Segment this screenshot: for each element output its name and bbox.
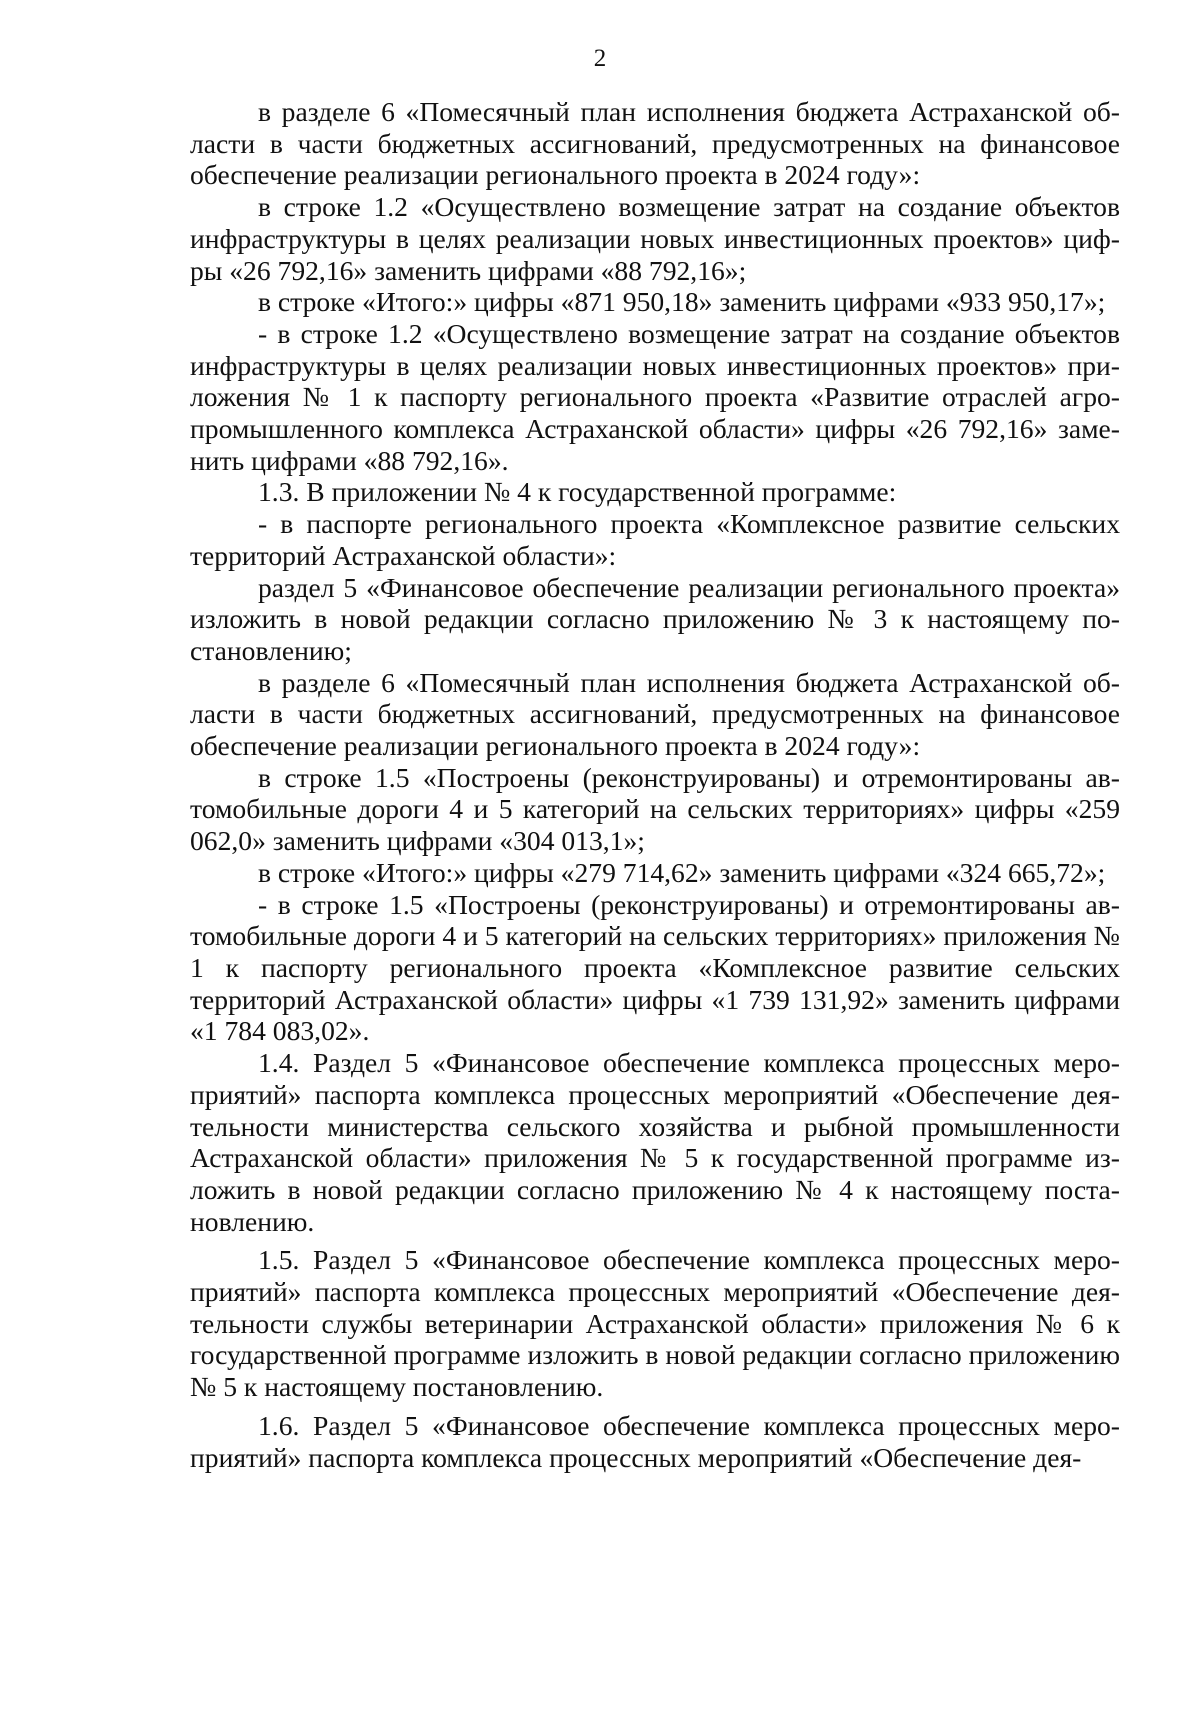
paragraph: 1.6. Раздел 5 «Финансовое обеспечение комплекса процессных мероприятий» паспорта комплекса процессных мероприятий «Обеспечение дея- <box>190 1409 1120 1473</box>
paragraph: 1.3. В приложении № 4 к государственной программе: <box>258 476 897 508</box>
paragraph: 1.4. Раздел 5 «Финансовое обеспечение комплекса процессных мероприятий» паспорта комплекса процессных мероприятий «Обеспечение деятельности министерства сельского хозяйства и рыбной промышленности Астраханской области» приложения № 5 к государственной программе изложить в новой редакции согласно приложению № 4 к настоящему постановлению. <box>190 1047 1120 1237</box>
paragraph: раздел 5 «Финансовое обеспечение реализации регионального проекта» изложить в новой редакции согласно приложению № 3 к настоящему постановлению; <box>190 571 1120 666</box>
paragraph: 1.5. Раздел 5 «Финансовое обеспечение комплекса процессных мероприятий» паспорта комплекса процессных мероприятий «Обеспечение деятельности службы ветеринарии Астраханской области» приложения № 6 к государственной программе изложить в новой редакции согласно приложению № 5 к настоящему постановлению. <box>190 1244 1120 1403</box>
paragraph: в строке «Итого:» цифры «279 714,62» заменить цифрами «324 665,72»; <box>258 856 1106 888</box>
paragraph: в строке 1.2 «Осуществлено возмещение затрат на создание объектов инфраструктуры в целях реализации новых инвестиционных проектов» цифры «26 792,16» заменить цифрами «88 792,16»; <box>190 191 1120 286</box>
paragraph: в строке 1.5 «Построены (реконструированы) и отремонтированы автомобильные дороги 4 и 5 категорий на сельских территориях» цифры «259 062,0» заменить цифрами «304 013,1»; <box>190 761 1120 857</box>
paragraph: - в строке 1.2 «Осуществлено возмещение затрат на создание объектов инфраструктуры в целях реализации новых инвестиционных проектов» приложения № 1 к паспорту регионального проекта «Развитие отраслей агропромышленного комплекса Астраханской области» цифры «26 792,16» заменить цифрами «88 792,16». <box>190 317 1120 476</box>
paragraph: в строке «Итого:» цифры «871 950,18» заменить цифрами «933 950,17»; <box>258 286 1106 318</box>
paragraph: - в строке 1.5 «Построены (реконструированы) и отремонтированы автомобильные дороги 4 и 5 категорий на сельских территориях» приложения № 1 к паспорту регионального проекта «Комплексное развитие сельских территорий Астраханской области» цифры «1 739 131,92» заменить цифрами «1 784 083,02». <box>190 888 1120 1047</box>
page-number: 2 <box>593 45 607 72</box>
paragraph: в разделе 6 «Помесячный план исполнения бюджета Астраханской области в части бюджетных ассигнований, предусмотренных на финансовое обеспечение реализации регионального проекта в 2024 году»: <box>190 666 1120 762</box>
document-body <box>190 96 1120 1473</box>
paragraph: - в паспорте регионального проекта «Комплексное развитие сельских территорий Астраханской области»: <box>190 508 1120 571</box>
paragraph: в разделе 6 «Помесячный план исполнения бюджета Астраханской области в части бюджетных ассигнований, предусмотренных на финансовое обеспечение реализации регионального проекта в 2024 году»: <box>190 96 1120 191</box>
